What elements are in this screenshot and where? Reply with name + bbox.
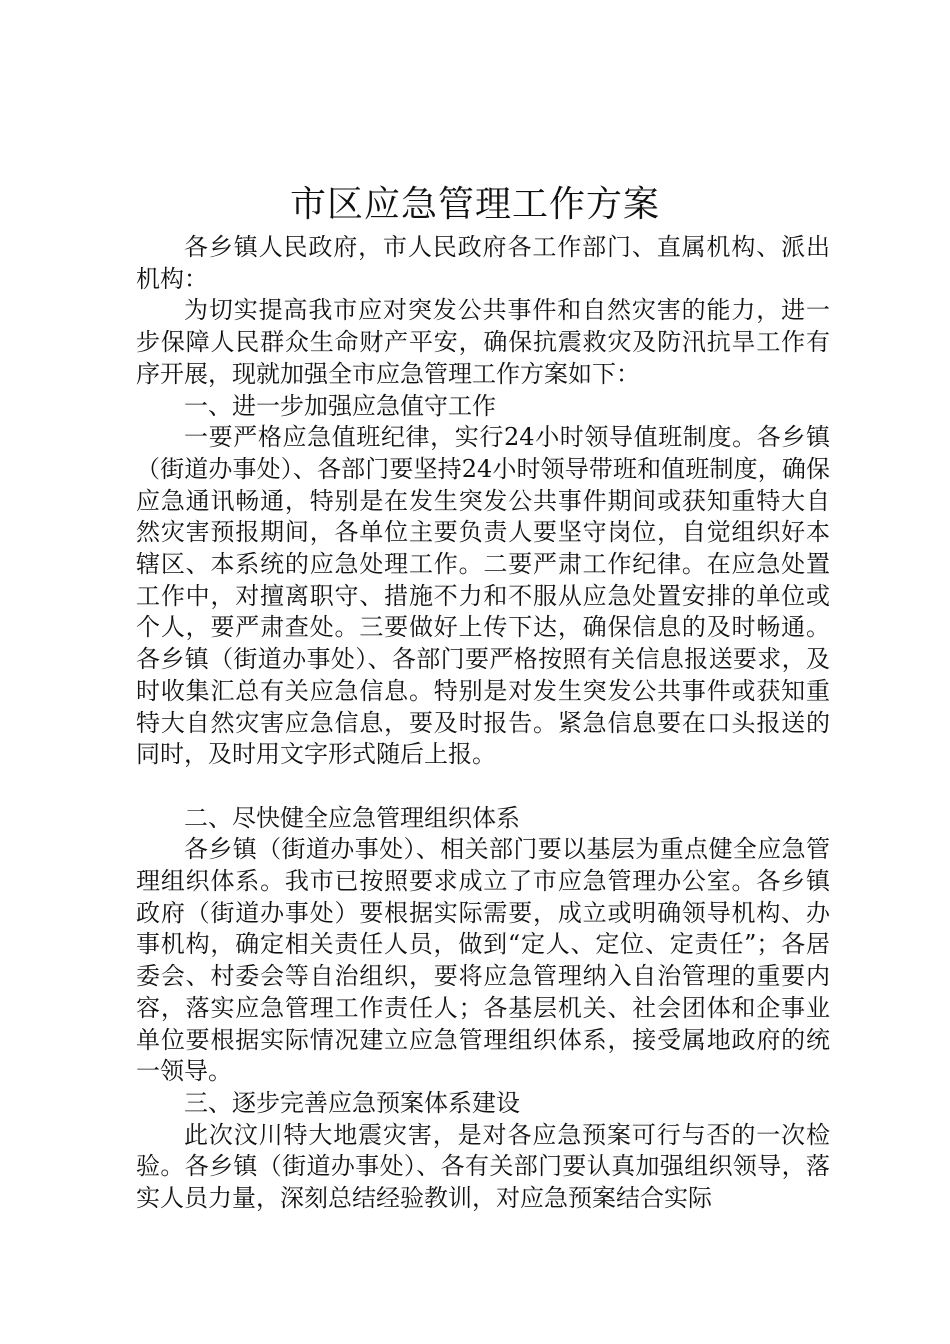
section-heading-3: 三、逐步完善应急预案体系建设 [184,1088,520,1117]
section-1-paragraph: 一要严格应急值班纪律，实行24小时领导值班制度。各乡镇（街道办事处）、各部门要坚持24小时领导带班和值班制度，确保应急通讯畅通，特别是在发生突发公共事件期间或获知重特大自然灾害预报期间，各单位主要负责人要坚守岗位，自觉组织好本辖区、本系统的应急处理工作。二要严肃工作纪律。在应急处置工作中，对擅离职守、措施不力和不服从应急处置安排的单位或个人，要严肃查处。三要做好上传下达，确保信息的及时畅通。各乡镇（街道办事处）、各部门要严格按照有关信息报送要求，及时收集汇总有关应急信息。特别是对发生突发公共事件或获知重特大自然灾害应急信息，要及时报告。紧急信息要在口头报送的同时，及时用文字形式随后上报。 [136,423,830,769]
section-2-paragraph: 各乡镇（街道办事处）、相关部门要以基层为重点健全应急管理组织体系。我市已按照要求成立了市应急管理办公室。各乡镇政府（街道办事处）要根据实际需要，成立或明确领导机构、办事机构，确定相关责任人员，做到“定人、定位、定责任”；各居委会、村委会等自治组织，要将应急管理纳入自治管理的重要内容，落实应急管理工作责任人；各基层机关、社会团体和企事业单位要根据实际情况建立应急管理组织体系，接受属地政府的统一领导。 [136,835,830,1086]
salutation-paragraph: 各乡镇人民政府，市人民政府各工作部门、直属机构、派出机构： [136,233,830,293]
section-heading-1: 一、进一步加强应急值守工作 [184,391,496,420]
document-title: 市区应急管理工作方案 [289,184,660,225]
section-heading-2: 二、尽快健全应急管理组织体系 [184,803,520,832]
intro-paragraph: 为切实提高我市应对突发公共事件和自然灾害的能力，进一步保障人民群众生命财产平安，确保抗震救灾及防汛抗旱工作有序开展，现就加强全市应急管理工作方案如下： [136,296,830,388]
document-body [136,232,830,1215]
section-3-paragraph: 此次汶川特大地震灾害，是对各应急预案可行与否的一次检验。各乡镇（街道办事处）、各有关部门要认真加强组织领导，落实人员力量，深刻总结经验教训，对应急预案结合实际 [136,1120,830,1213]
